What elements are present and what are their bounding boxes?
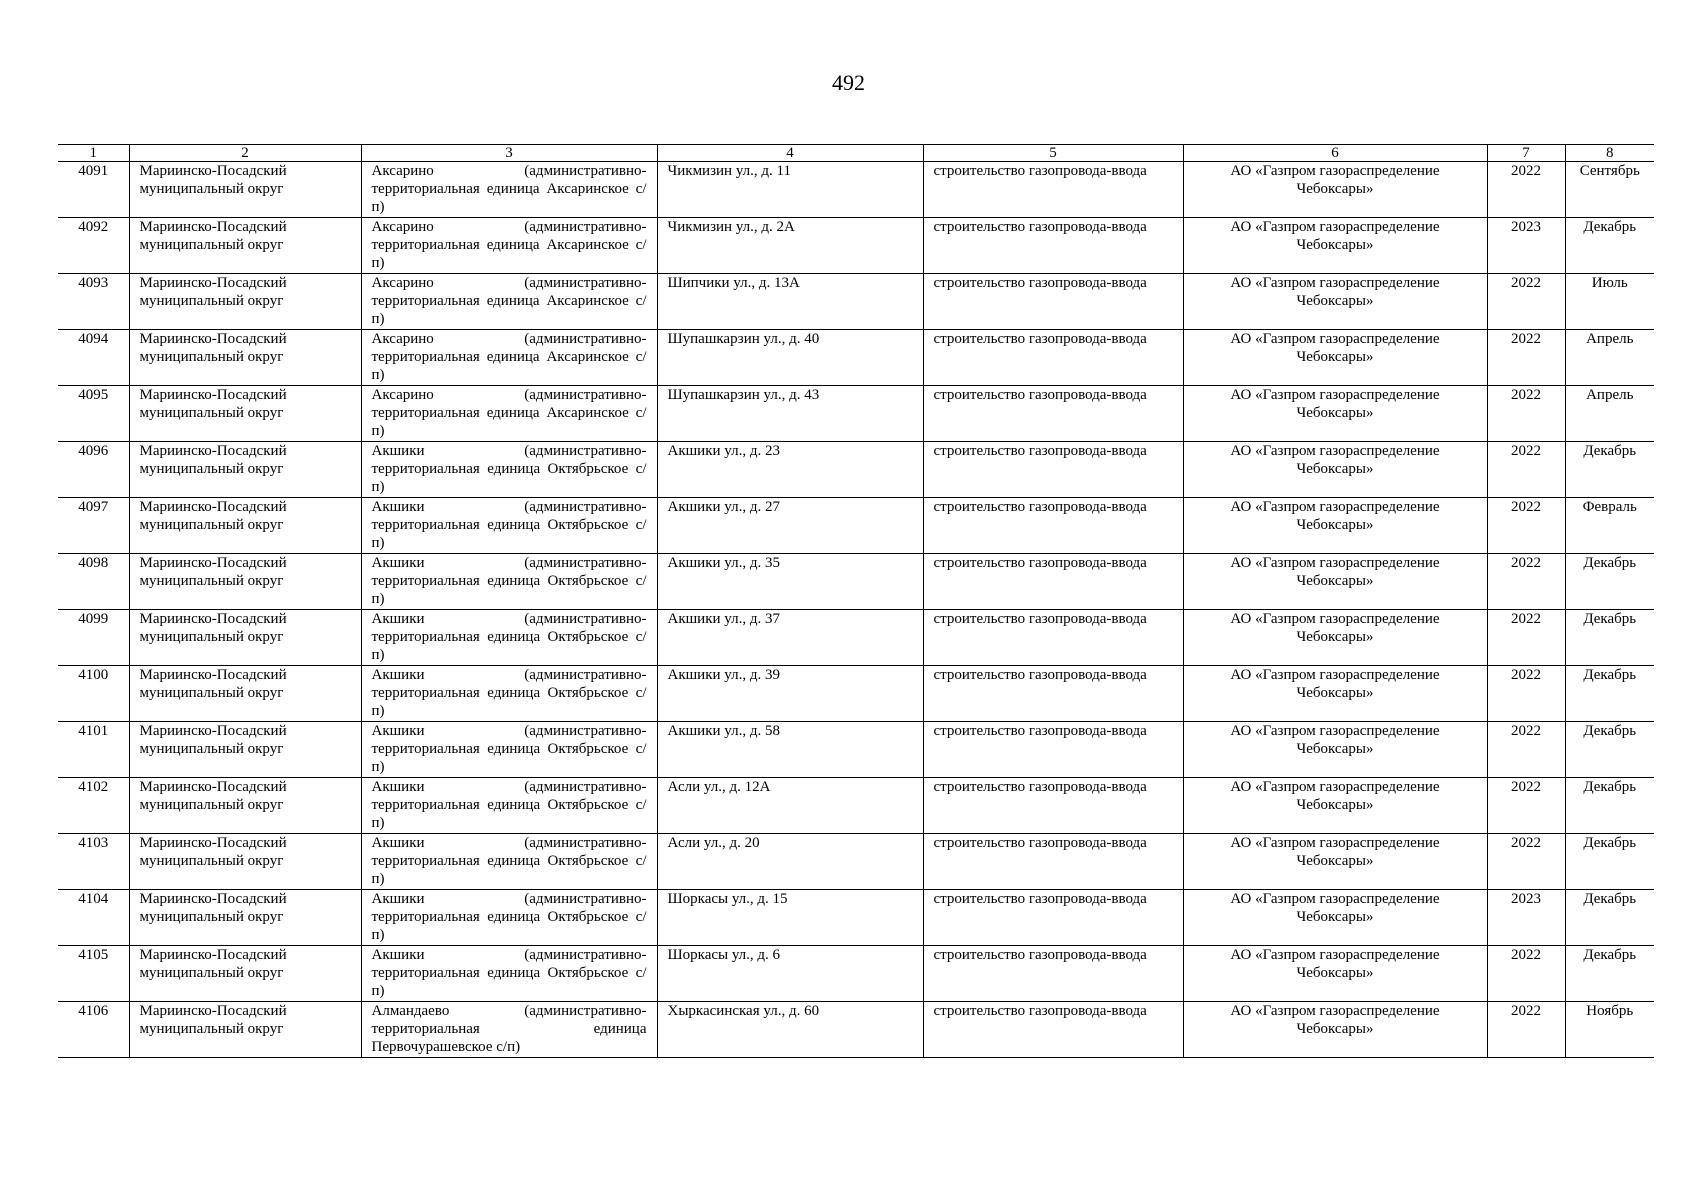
month-cell: Декабрь bbox=[1565, 946, 1654, 1002]
work-type-cell: строительство газопровода-ввода bbox=[923, 498, 1183, 554]
table-row bbox=[58, 442, 1654, 498]
year-cell: 2022 bbox=[1487, 330, 1565, 386]
work-type-cell: строительство газопровода-ввода bbox=[923, 1002, 1183, 1058]
district-cell: Мариинско-Посадский муниципальный округ bbox=[129, 218, 361, 274]
table-row bbox=[58, 722, 1654, 778]
settlement-cell: Акшики (административно-территориальная единица Октябрьское с/п) bbox=[361, 946, 657, 1002]
row-number: 4096 bbox=[58, 442, 129, 498]
district-cell: Мариинско-Посадский муниципальный округ bbox=[129, 610, 361, 666]
table-row bbox=[58, 946, 1654, 1002]
address-cell: Асли ул., д. 12А bbox=[657, 778, 923, 834]
organization-cell: АО «Газпром газораспределение Чебоксары» bbox=[1183, 610, 1487, 666]
year-cell: 2022 bbox=[1487, 946, 1565, 1002]
settlement-cell: Аксарино (административно-территориальная единица Аксаринское с/п) bbox=[361, 218, 657, 274]
address-cell: Акшики ул., д. 58 bbox=[657, 722, 923, 778]
address-cell: Акшики ул., д. 27 bbox=[657, 498, 923, 554]
work-type-cell: строительство газопровода-ввода bbox=[923, 610, 1183, 666]
settlement-cell: Акшики (административно-территориальная единица Октябрьское с/п) bbox=[361, 554, 657, 610]
address-cell: Шупашкарзин ул., д. 40 bbox=[657, 330, 923, 386]
header-col-7: 7 bbox=[1487, 145, 1565, 162]
district-cell: Мариинско-Посадский муниципальный округ bbox=[129, 778, 361, 834]
year-cell: 2022 bbox=[1487, 274, 1565, 330]
work-type-cell: строительство газопровода-ввода bbox=[923, 442, 1183, 498]
header-col-6: 6 bbox=[1183, 145, 1487, 162]
year-cell: 2022 bbox=[1487, 722, 1565, 778]
table-row bbox=[58, 1002, 1654, 1058]
district-cell: Мариинско-Посадский муниципальный округ bbox=[129, 386, 361, 442]
address-cell: Акшики ул., д. 37 bbox=[657, 610, 923, 666]
table-row bbox=[58, 610, 1654, 666]
district-cell: Мариинско-Посадский муниципальный округ bbox=[129, 834, 361, 890]
work-type-cell: строительство газопровода-ввода bbox=[923, 890, 1183, 946]
address-cell: Акшики ул., д. 23 bbox=[657, 442, 923, 498]
row-number: 4101 bbox=[58, 722, 129, 778]
work-type-cell: строительство газопровода-ввода bbox=[923, 946, 1183, 1002]
row-number: 4100 bbox=[58, 666, 129, 722]
work-type-cell: строительство газопровода-ввода bbox=[923, 274, 1183, 330]
address-cell: Шупашкарзин ул., д. 43 bbox=[657, 386, 923, 442]
organization-cell: АО «Газпром газораспределение Чебоксары» bbox=[1183, 890, 1487, 946]
table-row bbox=[58, 890, 1654, 946]
month-cell: Февраль bbox=[1565, 498, 1654, 554]
organization-cell: АО «Газпром газораспределение Чебоксары» bbox=[1183, 666, 1487, 722]
table-row bbox=[58, 498, 1654, 554]
organization-cell: АО «Газпром газораспределение Чебоксары» bbox=[1183, 442, 1487, 498]
district-cell: Мариинско-Посадский муниципальный округ bbox=[129, 1002, 361, 1058]
organization-cell: АО «Газпром газораспределение Чебоксары» bbox=[1183, 1002, 1487, 1058]
month-cell: Сентябрь bbox=[1565, 162, 1654, 218]
settlement-cell: Акшики (административно-территориальная единица Октябрьское с/п) bbox=[361, 890, 657, 946]
row-number: 4105 bbox=[58, 946, 129, 1002]
organization-cell: АО «Газпром газораспределение Чебоксары» bbox=[1183, 946, 1487, 1002]
month-cell: Декабрь bbox=[1565, 666, 1654, 722]
month-cell: Декабрь bbox=[1565, 834, 1654, 890]
work-type-cell: строительство газопровода-ввода bbox=[923, 666, 1183, 722]
table-row bbox=[58, 554, 1654, 610]
organization-cell: АО «Газпром газораспределение Чебоксары» bbox=[1183, 834, 1487, 890]
year-cell: 2022 bbox=[1487, 666, 1565, 722]
district-cell: Мариинско-Посадский муниципальный округ bbox=[129, 442, 361, 498]
district-cell: Мариинско-Посадский муниципальный округ bbox=[129, 162, 361, 218]
year-cell: 2022 bbox=[1487, 386, 1565, 442]
page-number: 492 bbox=[832, 70, 865, 95]
table-row bbox=[58, 834, 1654, 890]
year-cell: 2022 bbox=[1487, 498, 1565, 554]
year-cell: 2022 bbox=[1487, 442, 1565, 498]
month-cell: Апрель bbox=[1565, 330, 1654, 386]
table-row bbox=[58, 162, 1654, 218]
district-cell: Мариинско-Посадский муниципальный округ bbox=[129, 274, 361, 330]
year-cell: 2022 bbox=[1487, 610, 1565, 666]
organization-cell: АО «Газпром газораспределение Чебоксары» bbox=[1183, 330, 1487, 386]
month-cell: Декабрь bbox=[1565, 218, 1654, 274]
row-number: 4098 bbox=[58, 554, 129, 610]
month-cell: Декабрь bbox=[1565, 554, 1654, 610]
district-cell: Мариинско-Посадский муниципальный округ bbox=[129, 498, 361, 554]
organization-cell: АО «Газпром газораспределение Чебоксары» bbox=[1183, 386, 1487, 442]
organization-cell: АО «Газпром газораспределение Чебоксары» bbox=[1183, 274, 1487, 330]
settlement-cell: Акшики (административно-территориальная единица Октябрьское с/п) bbox=[361, 442, 657, 498]
organization-cell: АО «Газпром газораспределение Чебоксары» bbox=[1183, 554, 1487, 610]
year-cell: 2022 bbox=[1487, 1002, 1565, 1058]
header-col-5: 5 bbox=[923, 145, 1183, 162]
year-cell: 2022 bbox=[1487, 162, 1565, 218]
settlement-cell: Аксарино (административно-территориальная единица Аксаринское с/п) bbox=[361, 274, 657, 330]
row-number: 4104 bbox=[58, 890, 129, 946]
row-number: 4106 bbox=[58, 1002, 129, 1058]
year-cell: 2023 bbox=[1487, 218, 1565, 274]
header-col-8: 8 bbox=[1565, 145, 1654, 162]
address-cell: Чикмизин ул., д. 2А bbox=[657, 218, 923, 274]
district-cell: Мариинско-Посадский муниципальный округ bbox=[129, 666, 361, 722]
row-number: 4102 bbox=[58, 778, 129, 834]
district-cell: Мариинско-Посадский муниципальный округ bbox=[129, 330, 361, 386]
year-cell: 2022 bbox=[1487, 834, 1565, 890]
organization-cell: АО «Газпром газораспределение Чебоксары» bbox=[1183, 498, 1487, 554]
month-cell: Декабрь bbox=[1565, 610, 1654, 666]
month-cell: Декабрь bbox=[1565, 890, 1654, 946]
gasification-table bbox=[58, 144, 1654, 1058]
work-type-cell: строительство газопровода-ввода bbox=[923, 162, 1183, 218]
address-cell: Акшики ул., д. 35 bbox=[657, 554, 923, 610]
district-cell: Мариинско-Посадский муниципальный округ bbox=[129, 554, 361, 610]
header-row bbox=[58, 145, 1654, 162]
table-row bbox=[58, 666, 1654, 722]
header-col-3: 3 bbox=[361, 145, 657, 162]
header-col-2: 2 bbox=[129, 145, 361, 162]
organization-cell: АО «Газпром газораспределение Чебоксары» bbox=[1183, 722, 1487, 778]
row-number: 4103 bbox=[58, 834, 129, 890]
address-cell: Шоркасы ул., д. 6 bbox=[657, 946, 923, 1002]
settlement-cell: Аксарино (административно-территориальная единица Аксаринское с/п) bbox=[361, 162, 657, 218]
year-cell: 2022 bbox=[1487, 554, 1565, 610]
settlement-cell: Акшики (административно-территориальная единица Октябрьское с/п) bbox=[361, 778, 657, 834]
settlement-cell: Аксарино (административно-территориальная единица Аксаринское с/п) bbox=[361, 330, 657, 386]
table-row bbox=[58, 330, 1654, 386]
row-number: 4099 bbox=[58, 610, 129, 666]
row-number: 4095 bbox=[58, 386, 129, 442]
address-cell: Хыркасинская ул., д. 60 bbox=[657, 1002, 923, 1058]
address-cell: Асли ул., д. 20 bbox=[657, 834, 923, 890]
work-type-cell: строительство газопровода-ввода bbox=[923, 218, 1183, 274]
work-type-cell: строительство газопровода-ввода bbox=[923, 386, 1183, 442]
table-row bbox=[58, 778, 1654, 834]
organization-cell: АО «Газпром газораспределение Чебоксары» bbox=[1183, 162, 1487, 218]
settlement-cell: Акшики (административно-территориальная единица Октябрьское с/п) bbox=[361, 666, 657, 722]
work-type-cell: строительство газопровода-ввода bbox=[923, 330, 1183, 386]
address-cell: Акшики ул., д. 39 bbox=[657, 666, 923, 722]
year-cell: 2022 bbox=[1487, 778, 1565, 834]
work-type-cell: строительство газопровода-ввода bbox=[923, 834, 1183, 890]
settlement-cell: Алмандаево (административно-территориальная единица Первочурашевское с/п) bbox=[361, 1002, 657, 1058]
district-cell: Мариинско-Посадский муниципальный округ bbox=[129, 890, 361, 946]
month-cell: Декабрь bbox=[1565, 442, 1654, 498]
settlement-cell: Акшики (административно-территориальная единица Октябрьское с/п) bbox=[361, 722, 657, 778]
address-cell: Чикмизин ул., д. 11 bbox=[657, 162, 923, 218]
district-cell: Мариинско-Посадский муниципальный округ bbox=[129, 722, 361, 778]
table-row bbox=[58, 274, 1654, 330]
month-cell: Апрель bbox=[1565, 386, 1654, 442]
address-cell: Шипчики ул., д. 13А bbox=[657, 274, 923, 330]
row-number: 4097 bbox=[58, 498, 129, 554]
month-cell: Декабрь bbox=[1565, 722, 1654, 778]
settlement-cell: Акшики (административно-территориальная единица Октябрьское с/п) bbox=[361, 498, 657, 554]
table-row bbox=[58, 386, 1654, 442]
table-body bbox=[58, 162, 1654, 1058]
table-row bbox=[58, 218, 1654, 274]
organization-cell: АО «Газпром газораспределение Чебоксары» bbox=[1183, 218, 1487, 274]
row-number: 4092 bbox=[58, 218, 129, 274]
work-type-cell: строительство газопровода-ввода bbox=[923, 778, 1183, 834]
organization-cell: АО «Газпром газораспределение Чебоксары» bbox=[1183, 778, 1487, 834]
header-col-1: 1 bbox=[58, 145, 129, 162]
row-number: 4094 bbox=[58, 330, 129, 386]
work-type-cell: строительство газопровода-ввода bbox=[923, 554, 1183, 610]
address-cell: Шоркасы ул., д. 15 bbox=[657, 890, 923, 946]
settlement-cell: Акшики (административно-территориальная единица Октябрьское с/п) bbox=[361, 610, 657, 666]
work-type-cell: строительство газопровода-ввода bbox=[923, 722, 1183, 778]
month-cell: Декабрь bbox=[1565, 778, 1654, 834]
row-number: 4093 bbox=[58, 274, 129, 330]
header-col-4: 4 bbox=[657, 145, 923, 162]
settlement-cell: Аксарино (административно-территориальная единица Аксаринское с/п) bbox=[361, 386, 657, 442]
district-cell: Мариинско-Посадский муниципальный округ bbox=[129, 946, 361, 1002]
month-cell: Июль bbox=[1565, 274, 1654, 330]
month-cell: Ноябрь bbox=[1565, 1002, 1654, 1058]
settlement-cell: Акшики (административно-территориальная единица Октябрьское с/п) bbox=[361, 834, 657, 890]
year-cell: 2023 bbox=[1487, 890, 1565, 946]
row-number: 4091 bbox=[58, 162, 129, 218]
